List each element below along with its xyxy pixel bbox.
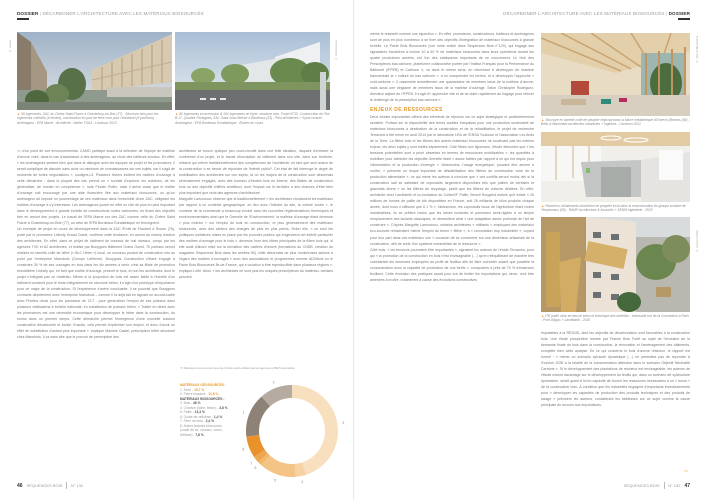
- donut-slice: [246, 397, 270, 437]
- donut-chart: [232, 376, 352, 496]
- legend-item: 8. Autres isolants biosourcés (ouate de riz, roseaux, coton, Métisse) - 7,8 %: [180, 423, 223, 437]
- divider: [66, 482, 67, 489]
- paragraph: >> d'un point de vue environnemental. CAMO participe aussi à la sélection de l'équipe de maîtrise d'œuvre voire, dans le cas d'assistance à des aménageurs, au choix des bailleurs sociaux. En effet, « les aménageurs sentent bien que dans le dialogue avec les équipes de projet et les promoteurs, il serait compliqué de discuter sans avoir un minimum de connaissances sur ces sujets, car il s'agit de moments de fortes négociations », souligne-t-il. Plusieurs leviers incitent les maîtres d'ouvrage à cette démarche : dans la plupart des cas prévoit un « souhait d'explorer les solutions, de les généraliser, de monter en compétence », note Florian Rollin, mais il arrive aussi que le maître d'ouvrage soit encouragé par une aide financière liée aux matériaux biosourcés, ou qu'un aménageur ait imposé un pourcentage de ces matériaux dans l'ensemble d'une ZAC, obligeant les maîtres d'ouvrage à s'y intéresser. Les aménageurs jouent en effet un rôle de plus en plus important dans le développement à grande échelle de constructions moins carbonées, en fixant des objectifs très en amont des projets. Le travail de l'EPA Marne sur des ZAC comme celle du Chêne Saint Fiacre à Chanteloup-en-Brie (77), ou celui de l'EPA Bordeaux Euratlantique en témoignent.: [17, 149, 175, 226]
- photo-credit: © Felixscenes: [334, 40, 338, 61]
- donut-label: 4: [301, 480, 304, 485]
- paragraph: Margotte Lamouroux observe que si traditionnellement « les architectes choisissent les matériaux par rapport à un contexte géographique, en lien avec l'histoire du site, la culture locale », le contexte de la commande a beaucoup évolué avec les nouvelles réglementations thermiques et environnementales ainsi que le Grenelle de l'Environnement, la maîtrise d'ouvrage étant devenue « plus motrice » sur l'emploi du bois en construction, et plus généralement des matériaux biosourcés, avec des cahiers des charges de plus en plus précis. Selon elle, « ce sont les politiques incitatives mises en place par les pouvoirs publics qui engendrent cet intérêt particulier des maîtres d'ouvrage pour le bois », devenus l'une des cibles principales de la filière bois qui, si elle avait d'abord misé sur la formation des maîtres d'œuvre (formations du CNDB, création du magazine Séquences Bois dans les années 90), initie désormais de plus nombreuses actions à l'égard des maîtres d'ouvrages « avec des associations et programmes comme ADIVbois ou le Pacte Bois Biosourcés Île-de-France, qui a vocation à être reproductible dans plusieurs régions », explique-t-elle. Ainsi, « les architectes ne sont plus les uniques prescripteurs du matériau, certains peuvent: [179, 197, 333, 280]
- page-number: 46: [17, 482, 23, 489]
- photo-bordeaux: [175, 32, 330, 110]
- paragraph: même le ressentir comme une injonction ». En effet, promoteurs, constructeurs, bailleurs et aménageurs sont de plus en plus nombreux à se fixer des objectifs d'intégration de matériaux biosourcés à grande échelle. Le Pacte Bois Biosourcés (voir notre article dans Séquences Bois n°129), qui engage ses signataires franciliens à inclure 10 à 40 % de matériaux biosourcés dans leurs opérations durant les quatre prochaines années, est l'un des catalyseurs importants de ce mouvement. Le Hub des Prescripteurs bas carbone, plateforme collaborative portée par l'Institut Français pour la Performance du Bâtiment (IFPEB) et Carbone 4, va dans le même sens, en cherchant à développer de manière transversale la « culture du bas carbone », à en comprendre les leviers, et à développer l'approche « coût-carbone ». Il rassemble actuellement une quarantaine de membres issus de la maîtrise d'œuvre, mais aussi une vingtaine de membres issus de la maîtrise d'ouvrage. Selon Christophe Rodriguez, directeur adjoint de l'IFPEB, il s'agit d'« apprendre vite et de se doter rapidement du bagage pour relever le challenge de la prescription bas carbone ».: [370, 32, 534, 103]
- legend-item: 5. Paille - 13,3 %: [180, 410, 205, 414]
- continue-marker: >>: [684, 469, 689, 473]
- chart-caption: ▼ Matériaux éco-sourcés issus de circuits courts utilisés par les agences et BET répondants: [180, 366, 295, 370]
- left-page: [0, 0, 353, 500]
- issue-number: N° 132: [70, 483, 84, 488]
- paragraph: architectes se trouve quelque peu court-circuité dans une telle situation, risquant d'entraver la cohérence d'un projet, et le travail d'inscription du bâtiment dans son site, dans son territoire, mission qui relève traditionnellement des compétences de l'architecte, en tant que seul acteur de la construction à se devoir de répondre de l'intérêt public¹. Cet état de fait interroge le degré de mobilisation des architectes sur ces sujets, là où les majors de la construction sont désormais sérieusement engagés, avec des bureaux d'études bois en interne, des filiales de construction bois ou des objectifs chiffrés ambitieux, dont l'impact sur le territoire a des chances d'être bien plus important que celui des agences d'architecture.: [179, 149, 333, 196]
- legend-item: 4. Chanvre (laine, béton) - 3,8 %: [180, 405, 228, 410]
- legend-item: 6. Ouate de cellulose - 1,4 %: [180, 414, 223, 419]
- folio-left: [17, 482, 83, 489]
- photo-caption: ▲ Structure en lamellé-collé de peuplier régional dans la future médiathèque d'Ennevo (Bezons (95) - Bello & Blanchard architectes urbanistes + Ingébois - Livraison 2022: [541, 118, 690, 127]
- donut-label: 7: [250, 461, 253, 466]
- section-bar: [17, 18, 29, 20]
- paragraph: Côté bois, « les tensions pourraient être importantes », signalent les auteurs de l'étude Terracrea, pour qui « la promotion de la construction en bois n'est envisageable (…) qu'en rééquilibrant de manière très volontariste les essences employées au profit de feuillus afin de faire coïncider autant que possible la consommation avec la capacité de production de nos forêts », composées à près de 70 % d'essences feuillues. Cette évolution des pratiques aurait pour but de limiter les importations qui, sinon, vont être amenées à croître, notamment à cause des évolutions constructives: [370, 247, 534, 282]
- donut-label: 6: [254, 466, 257, 471]
- legend-group-geo: MATÉRIAUX GÉOSOURCÉS :: [180, 383, 226, 387]
- legend-item: 1. Terre - 15,7 %: [180, 387, 205, 392]
- donut-slice: [292, 385, 338, 475]
- photo-credit: © Florian Rollin: [695, 230, 699, 253]
- text-column-2: [179, 148, 333, 354]
- photo-caption: ▲ ITE paille mise en œuvre selon la technique des bretelles - Immeuble rue de la Convention à Paris - Pont d'Apps + Landfabrik - 2020: [541, 314, 689, 323]
- photo-caption: ▲ 56 logements, ZAC du Chêne Saint-Fiacre à Chanteloup-en-Brie (77) - Structure bois pour les logements collectifs (6 étoiles), construction en pisé de terre crue pour l'individuel (6 pavillons) - Aménageur : EPA Marne - Architecte : Atelier TOA3 - Livraison 2023: [17, 112, 159, 125]
- photo-caption: ▲ 80 logements en accession & 161 logements en foyer, structure bois. Projet N°30, Construction de l'îlot B.17, Quartier Pertagnes, ZAC Saint-Jean Belcier à Bordeaux (33) - Pieu architectes + Sylva conseil - Aménageur : EPA Bordeaux Euratlantique - Études en cours: [175, 112, 330, 125]
- legend-item: 7. Fibre de bois - 2,4 %: [180, 419, 215, 423]
- donut-label: 5: [274, 478, 277, 483]
- donut-label: 8: [242, 447, 245, 452]
- text-column-1: [17, 148, 175, 466]
- running-head-right: DÉCARBONER L'ARCHITECTURE AVEC LES MATÉRIAUX BIOSOURCÉS | DOSSIER: [503, 11, 690, 16]
- magazine-name: SÉQUENCES BOIS: [26, 483, 63, 488]
- issue-number: N° 132: [668, 483, 681, 488]
- divider: [664, 482, 665, 489]
- paragraph: Deux études importantes offrent des éléments de réponse sur ce sujet stratégique et particulièrement sensible. Portant sur la disponibilité des terres arables françaises pour une production soutenable de matériaux biosourcés à destination de la construction et de la réhabilitation, le projet de recherche Terracrea a été mené en août 2014 par le laboratoire LRA de l'ENSA Toulouse et l'association Les Amis de la Terre. La filière bois et les filières des autres matériaux biosourcés ne soulevant pas les mêmes enjeux, les deux sujets y sont traités séparément. Côté fibres non ligneuses, l'étude démontre que « les tensions potentielles sont a priori absentes en termes de ressources mobilisables », les quantités à mobiliser pour atteindre les objectifs Grenelle étant « assez faibles par rapport à ce qui est requis pour l'alimentation et la production d'énergie ». Néanmoins, l'usage énergétique, pouvant être amené à croître, « présente un risque important de déstabilisation des filières de construction voire de la production alimentaire », ce qui mène les auteurs à conclure que « ces conflits seront moins vifs si la construction sait se satisfaire de coproduits largement disponibles tels que pailles de céréales et granulats divers » ou les filières de recyclage, plutôt que les filières de cultures dédiées. En effet, architecte chez Landfabrik et co-fondateur du Collect'IF Paille, Benoît Rougelot estime qu'il existe « 26 millions de tonnes de paille de blé disponibles en France, soit 26 milliards de kilos produits chaque année, dont nous n'utilisons que 0,1 % ». Néanmoins, les coproduits issus de l'agriculture étant moins industrialisés, ils se prêtent moins que les laines isolantes et panneaux semi-rigides à un simple remplacement des isolants classiques, et nécessitent ainsi « une adaptation assez profonde de l'art de construire ». D'après Margotte Lamouroux, certains architectes « militants » employant des matériaux éco-sourcés refuseraient même l'emploi du terme « filière », à « connotation trop industrielle », voyant pour leur part dans ces matériaux une « occasion de se concentrer sur une dimension artisanale de la construction, afin de sortir d'un système extractiviste de la ressource ».: [370, 115, 534, 246]
- photo-chanteloup: [17, 32, 172, 110]
- legend-group-bio: MATÉRIAUX BIOSOURCÉS :: [180, 396, 225, 401]
- section-label: DOSSIER: [668, 11, 690, 16]
- paragraph: Un exemple de projet en cours de développement dans la ZAC l'Eveil de Flaubert à Rouen (76), porté par le promoteur Linkcity Grand Ouest, confirme cette tendance, en amont du champ d'action des architectes. En effet, dans ce projet de bâtiment de bureaux de huit niveaux, conçu par les agences TVK et A2 architectes, et réalisé par Bouygues Bâtiment Grand Ouest, 70 poteaux seront réalisés en lamellé-collé de hêtre (« BLC Hêtre ») local, un nouveau produit de construction mis au point par l'entreprise Manubois (Groupe Lefebvre). Bouygues Construction s'étant engagé à construire 30 % de ses ouvrages en bois dans les dix années à venir, c'est sa filiale de promotion immobilière Linkcity qui, en tant que maître d'ouvrage, prescrit le bois, et non les architectes, dont le projet n'intégrait pas ce matériau. Même si la proportion de bois est assez faible à l'échelle d'un bâtiment construit pour le reste intégralement en structure béton, il s'agit d'un prototype d'importance pour ce major de la construction. Si l'expérience s'avère concluante, il se pourrait que Bouygues contracte directement avec l'entreprise Manubois – comme il l'a déjà fait en signant un accord-cadre avec Pivetea ubois pour les panneaux de CLT - pour généraliser l'emploi de ces poteaux dans plusieurs réalisations à échelle nationale, en substitution de poteaux béton. « Traiter en direct avec les promoteurs est une nécessité économique pour développer le hêtre dans la construction, du moins dans un premier temps. Cette démarche permet l'émergence d'une nouvelle solution constructive décarbonée et locale. Ensuite, cela permet d'optimiser son emploi, et donc d'avoir un effet de substitution d'autant plus important », explique Maxime Castel, prescripteur hêtre structurel chez Manubois. Il va sans dire que le pouvoir de prescription des: [17, 227, 175, 340]
- text-column-1: [370, 31, 534, 471]
- folio-right: [624, 482, 690, 489]
- legend-item: 2. Pierre massive - 11,8 %: [180, 392, 219, 396]
- page-number: 47: [684, 482, 690, 489]
- chart-legend: [180, 383, 228, 437]
- paragraph: imputables à la RE2020, dont les objectifs de décarbonation sont favorables à la construction bois. Une étude prospective menée par France Bois Forêt au sujet de l'évolution de la demande finale du bois dans la construction, la rénovation et l'aménagement des bâtiments, complète bien cette analyse. En ce qui concerne le bois d'œuvre résineux, le rapport est formel : « même un scénario sylvicole dynamique (…) ne permettra pas de répondre à l'horizon 2035 à la totalité de la consommation attendue dans le scénario Objectif Neutralité Carbone ». Si le développement des plantations de résineux est envisageable, les auteurs de l'étude misent davantage sur le développement du feuillu qui, dans un scénario de sylviculture dynamisée, serait quant à lui en capacité de fournir les ressources nécessaires à un « boom » de la construction bois. À condition que les industriels engagent d'importants investissements pour « développer les capacités de production des produits techniques et des produits de sciage » précisent les auteurs, considérant les faiblesses sur ce sujet comme la cause principale du recours aux importations.: [541, 331, 690, 408]
- donut-label: 1: [242, 410, 245, 415]
- magazine-name: SÉQUENCES BOIS: [623, 483, 660, 488]
- section-bar: [678, 18, 690, 20]
- right-page: [354, 0, 707, 500]
- donut-label: 2: [272, 380, 275, 385]
- section-label: DOSSIER: [17, 11, 39, 16]
- section-heading: ENJEUX DE RESSOURCES: [370, 107, 443, 114]
- running-head-left: DOSSIER | DÉCARBONER L'ARCHITECTURE AVEC LES MATÉRIAUX BIOSOURCÉS: [17, 11, 204, 16]
- dossier-title: DÉCARBONER L'ARCHITECTURE AVEC LES MATÉRIAUX BIOSOURCÉS: [42, 11, 204, 16]
- photo-caption: ▲ Planchers collaborants bois/béton en peuplier local dans la restructuration du groupe scolaire de Templemars (59) - RAMP Architecture & Associés + SENM Ingénierie - 2020: [541, 204, 686, 213]
- dossier-title: DÉCARBONER L'ARCHITECTURE AVEC LES MATÉRIAUX BIOSOURCÉS: [503, 11, 665, 16]
- photo-credit: © Noë & Blanchard: [695, 36, 699, 64]
- donut-label: 3: [342, 421, 345, 426]
- photo-mediatheque: [541, 33, 690, 116]
- photo-convention: [541, 217, 690, 312]
- text-column-2: [541, 330, 690, 470]
- legend-item: 3. Bois - 46 %: [180, 401, 201, 405]
- photo-templemars: [541, 132, 690, 202]
- photo-credit: © Inoxia: [8, 40, 12, 53]
